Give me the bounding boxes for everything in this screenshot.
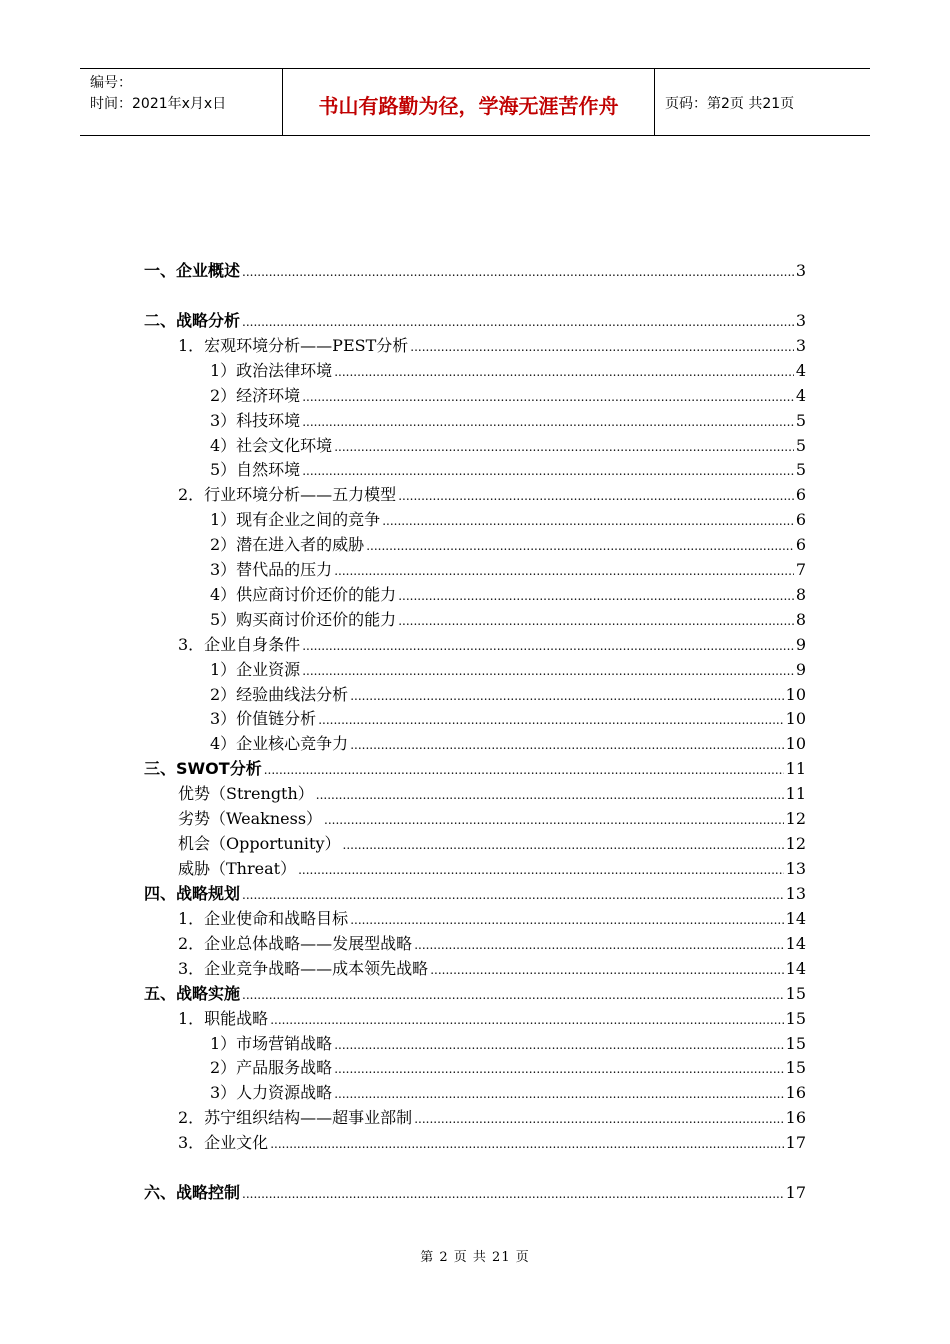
toc-entry-label: 1）市场营销战略	[210, 1034, 333, 1053]
toc-entry-label: 2）产品服务战略	[210, 1058, 333, 1077]
toc-entry-label: 机会（Opportunity）	[178, 834, 341, 853]
toc-entry-label: 威胁（Threat）	[178, 859, 297, 878]
toc-entry[interactable]	[210, 657, 806, 682]
toc-entry-page: 14	[785, 959, 806, 978]
toc-entry[interactable]	[210, 1031, 806, 1056]
toc-entry-label: 1．职能战略	[178, 1009, 269, 1028]
toc-entry-label: 1）现有企业之间的竞争	[210, 510, 381, 529]
toc-dot-leader	[318, 708, 783, 733]
toc-entry-page: 8	[795, 585, 806, 604]
toc-entry-page: 17	[785, 1133, 806, 1152]
toc-entry-label: 1．企业使命和战略目标	[178, 909, 349, 928]
toc-entry-page: 15	[785, 1009, 806, 1028]
toc-dot-leader	[242, 310, 794, 335]
toc-entry-label: 1．宏观环境分析——PEST分析	[178, 336, 409, 355]
toc-dot-leader	[398, 484, 794, 509]
toc-entry[interactable]	[178, 906, 806, 931]
toc-dot-leader	[242, 260, 794, 285]
toc-entry-label: 4）社会文化环境	[210, 436, 333, 455]
toc-dot-leader	[302, 659, 794, 684]
toc-entry-page: 10	[785, 709, 806, 728]
page-footer: 第 2 页 共 21 页	[420, 1250, 530, 1265]
toc-entry-page: 14	[785, 934, 806, 953]
toc-entry-label: 3．企业竞争战略——成本领先战略	[178, 959, 429, 978]
toc-entry[interactable]	[178, 1006, 806, 1031]
toc-dot-leader	[298, 858, 784, 883]
toc-entry-label: 3）价值链分析	[210, 709, 317, 728]
toc-entry-page: 17	[785, 1183, 806, 1202]
toc-entry-label: 4）企业核心竞争力	[210, 734, 349, 753]
toc-entry[interactable]	[178, 806, 806, 831]
toc-entry-page: 16	[785, 1083, 806, 1102]
toc-entry-label: 3．企业文化	[178, 1133, 269, 1152]
toc-entry[interactable]	[210, 731, 806, 756]
toc-entry[interactable]	[178, 956, 806, 981]
toc-entry[interactable]	[210, 507, 806, 532]
toc-entry-label: 4）供应商讨价还价的能力	[210, 585, 397, 604]
toc-entry-page: 11	[785, 759, 806, 778]
toc-dot-leader	[242, 983, 784, 1008]
toc-dot-leader	[414, 933, 783, 958]
toc-entry-page: 12	[785, 834, 806, 853]
toc-entry-page: 6	[795, 535, 806, 554]
toc-entry[interactable]	[144, 1180, 806, 1205]
toc-entry-label: 2．苏宁组织结构——超事业部制	[178, 1108, 413, 1127]
toc-dot-leader	[334, 360, 794, 385]
toc-dot-leader	[264, 758, 784, 783]
toc-entry-page: 15	[785, 1058, 806, 1077]
toc-entry[interactable]	[178, 781, 806, 806]
toc-entry-label: 优势（Strength）	[178, 784, 314, 803]
toc-entry[interactable]	[178, 1130, 806, 1155]
toc-entry[interactable]	[210, 1055, 806, 1080]
toc-dot-leader	[302, 634, 794, 659]
toc-entry[interactable]	[144, 308, 806, 333]
toc-entry[interactable]	[144, 981, 806, 1006]
toc-dot-leader	[414, 1107, 783, 1132]
toc-entry-page: 15	[785, 984, 806, 1003]
toc-entry-label: 3．企业自身条件	[178, 635, 301, 654]
toc-entry-label: 3）替代品的压力	[210, 560, 333, 579]
toc-dot-leader	[302, 385, 794, 410]
toc-entry-label: 劣势（Weakness）	[178, 809, 323, 828]
number-label: 编号：	[90, 75, 132, 91]
toc-entry-label: 2）经验曲线法分析	[210, 685, 349, 704]
toc-entry-page: 10	[785, 734, 806, 753]
toc-entry-label: 1）政治法律环境	[210, 361, 333, 380]
toc-entry-page: 5	[795, 436, 806, 455]
toc-dot-leader	[410, 335, 794, 360]
toc-entry[interactable]	[210, 358, 806, 383]
toc-entry[interactable]	[178, 632, 806, 657]
toc-dot-leader	[242, 1182, 784, 1207]
toc-entry-page: 13	[785, 884, 806, 903]
toc-entry[interactable]	[210, 383, 806, 408]
toc-entry-page: 7	[795, 560, 806, 579]
toc-entry-label: 3）科技环境	[210, 411, 301, 430]
toc-entry[interactable]	[178, 831, 806, 856]
toc-dot-leader	[242, 883, 784, 908]
toc-entry-page: 13	[785, 859, 806, 878]
toc-entry-page: 12	[785, 809, 806, 828]
toc-dot-leader	[350, 908, 783, 933]
toc-entry[interactable]	[144, 756, 806, 781]
toc-entry-label: 5）购买商讨价还价的能力	[210, 610, 397, 629]
toc-dot-leader	[334, 1082, 783, 1107]
toc-entry-page: 3	[795, 261, 806, 280]
toc-dot-leader	[316, 783, 784, 808]
toc-entry-page: 6	[795, 485, 806, 504]
toc-entry-page: 10	[785, 685, 806, 704]
toc-entry-label: 1）企业资源	[210, 660, 301, 679]
toc-dot-leader	[324, 808, 784, 833]
toc-dot-leader	[302, 459, 794, 484]
toc-dot-leader	[343, 833, 784, 858]
toc-entry-page: 11	[785, 784, 806, 803]
toc-entry[interactable]	[178, 482, 806, 507]
toc-dot-leader	[334, 559, 794, 584]
toc-entry[interactable]	[210, 706, 806, 731]
toc-entry-label: 三、SWOT分析	[144, 759, 262, 778]
toc-dot-leader	[398, 609, 794, 634]
toc-entry-page: 14	[785, 909, 806, 928]
toc-entry[interactable]	[178, 1105, 806, 1130]
toc-entry[interactable]	[210, 582, 806, 607]
toc-entry[interactable]	[210, 682, 806, 707]
toc-entry[interactable]	[178, 931, 806, 956]
page-header	[80, 68, 870, 136]
toc-entry-label: 五、战略实施	[144, 984, 241, 1003]
toc-entry-label: 2．行业环境分析——五力模型	[178, 485, 397, 504]
toc-entry-page: 6	[795, 510, 806, 529]
toc-entry-page: 5	[795, 411, 806, 430]
header-page-info: 页码：第2页 共21页	[665, 96, 795, 112]
toc-entry[interactable]	[178, 856, 806, 881]
toc-entry-page: 16	[785, 1108, 806, 1127]
toc-dot-leader	[366, 534, 794, 559]
toc-dot-leader	[270, 1008, 783, 1033]
toc-dot-leader	[398, 584, 794, 609]
toc-entry-label: 四、战略规划	[144, 884, 241, 903]
toc-entry-page: 3	[795, 336, 806, 355]
toc-dot-leader	[302, 410, 794, 435]
toc-entry-page: 15	[785, 1034, 806, 1053]
toc-entry[interactable]	[178, 333, 806, 358]
toc-entry[interactable]	[210, 532, 806, 557]
toc-entry-page: 9	[795, 660, 806, 679]
toc-entry-page: 3	[795, 311, 806, 330]
toc-entry[interactable]	[144, 258, 806, 283]
toc-entry-label: 2）经济环境	[210, 386, 301, 405]
toc-entry[interactable]	[210, 557, 806, 582]
toc-entry-label: 二、战略分析	[144, 311, 241, 330]
toc-entry-label: 2．企业总体战略——发展型战略	[178, 934, 413, 953]
toc-entry-page: 4	[795, 361, 806, 380]
toc-entry-label: 六、战略控制	[144, 1183, 241, 1202]
header-motto: 书山有路勤为径，学海无涯苦作舟	[282, 69, 655, 135]
toc-entry-page: 4	[795, 386, 806, 405]
toc-entry-page: 8	[795, 610, 806, 629]
toc-entry[interactable]	[144, 881, 806, 906]
toc-dot-leader	[382, 509, 794, 534]
toc-entry[interactable]	[210, 607, 806, 632]
toc-entry-label: 3）人力资源战略	[210, 1083, 333, 1102]
toc-entry-page: 5	[795, 460, 806, 479]
toc-dot-leader	[350, 733, 783, 758]
toc-entry-label: 一、企业概述	[144, 261, 241, 280]
toc-entry-page: 9	[795, 635, 806, 654]
toc-dot-leader	[334, 1057, 783, 1082]
toc-entry-label: 5）自然环境	[210, 460, 301, 479]
header-meta	[80, 69, 282, 135]
time-label: 时间：2021年x月x日	[90, 96, 227, 112]
toc-entry[interactable]	[210, 1080, 806, 1105]
toc-entry[interactable]	[210, 457, 806, 482]
toc-entry[interactable]	[210, 433, 806, 458]
toc-entry[interactable]	[210, 408, 806, 433]
toc-dot-leader	[430, 958, 783, 983]
toc-dot-leader	[270, 1132, 783, 1157]
toc-entry-label: 2）潜在进入者的威胁	[210, 535, 365, 554]
